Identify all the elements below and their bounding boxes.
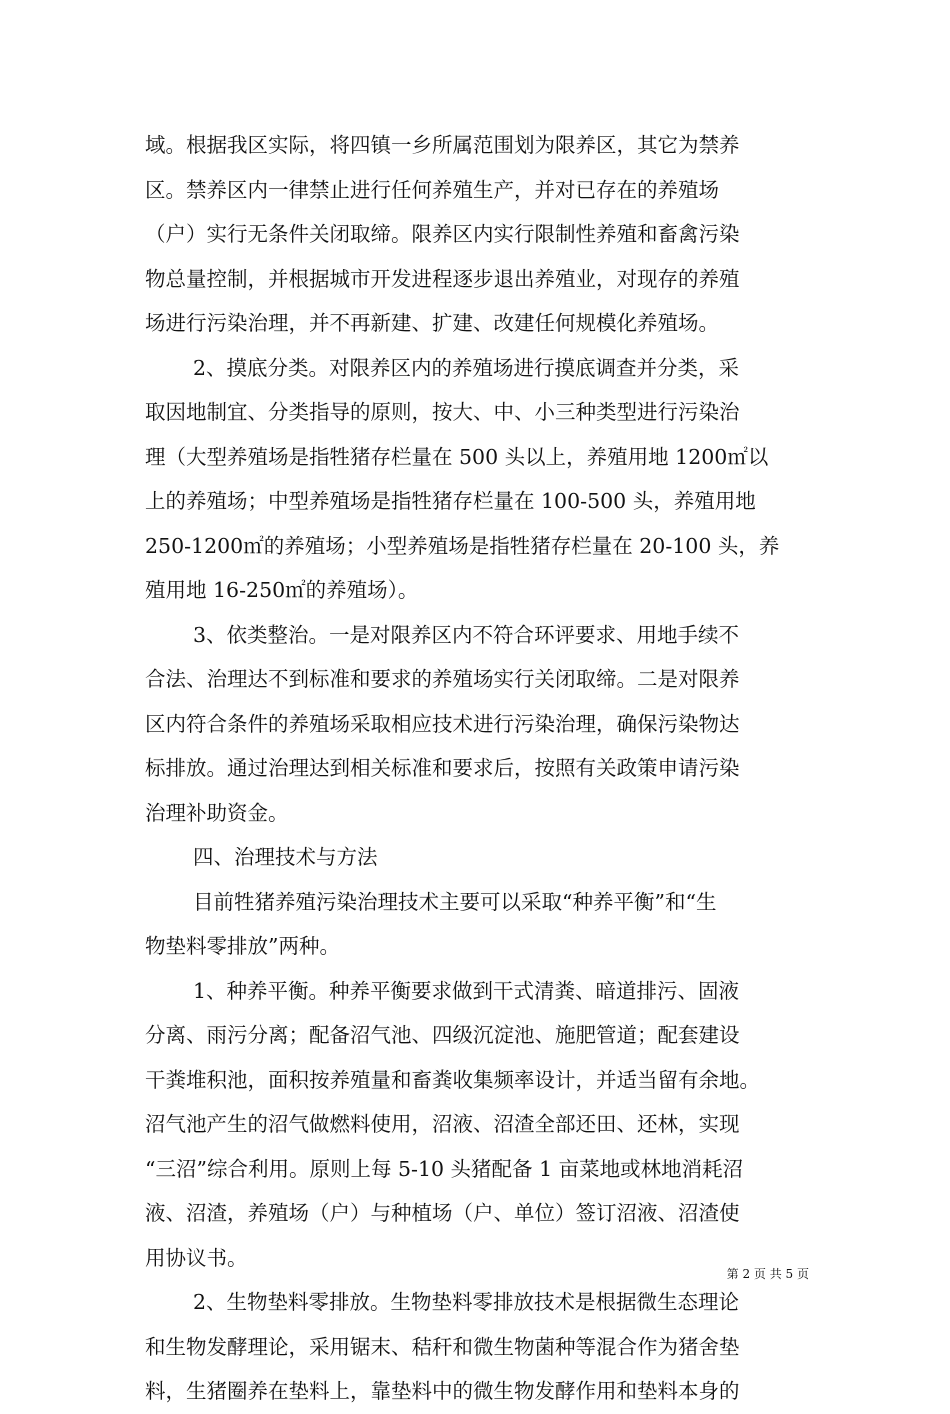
text-line: 沼气池产生的沼气做燃料使用，沼液、沼渣全部还田、还林，实现	[145, 1112, 740, 1136]
text-line: 用协议书。	[145, 1245, 248, 1270]
text-line: （户）实行无条件关闭取缔。限养区内实行限制性养殖和畜禽污染	[145, 222, 740, 246]
document-body	[145, 123, 809, 1414]
text-line: 区。禁养区内一律禁止进行任何养殖生产，并对已存在的养殖场	[145, 177, 719, 202]
text-line: 物总量控制，并根据城市开发进程逐步退出养殖业，对现存的养殖	[145, 266, 740, 291]
paragraph-start-line: 2、摸底分类。对限养区内的养殖场进行摸底调查并分类，采	[193, 355, 740, 380]
text-line: 液、沼渣，养殖场（户）与种植场（户、单位）签订沼液、沼渣使	[145, 1201, 740, 1225]
text-line: 和生物发酵理论，采用锯末、秸秆和微生物菌种等混合作为猪舍垫	[145, 1334, 740, 1359]
text-line: 取因地制宜、分类指导的原则，按大、中、小三种类型进行污染治	[145, 400, 740, 424]
section-heading: 四、治理技术与方法	[193, 845, 378, 869]
text-line: 上的养殖场；中型养殖场是指牲猪存栏量在 100-500 头，养殖用地	[145, 489, 756, 513]
text-line: 合法、治理达不到标准和要求的养殖场实行关闭取缔。二是对限养	[145, 667, 740, 691]
text-line: 殖用地 16-250㎡的养殖场）。	[145, 578, 419, 602]
paragraph-start-line: 2、生物垫料零排放。生物垫料零排放技术是根据微生态理论	[193, 1290, 740, 1314]
text-line: 理（大型养殖场是指牲猪存栏量在 500 头以上，养殖用地 1200㎡以	[145, 444, 769, 469]
text-line: 标排放。通过治理达到相关标准和要求后，按照有关政策申请污染	[145, 756, 740, 780]
text-line: 治理补助资金。	[145, 800, 289, 825]
text-line: 物垫料零排放”两种。	[145, 934, 340, 958]
page-number: 第 2 页 共 5 页	[726, 1267, 809, 1281]
text-line: 域。根据我区实际，将四镇一乡所属范围划为限养区，其它为禁养	[145, 133, 740, 157]
text-line: 干粪堆积池，面积按养殖量和畜粪收集频率设计，并适当留有余地。	[145, 1067, 760, 1092]
text-line: 场进行污染治理，并不再新建、扩建、改建任何规模化养殖场。	[145, 311, 719, 335]
text-line: “三沼”综合利用。原则上每 5-10 头猪配备 1 亩菜地或林地消耗沼	[145, 1156, 744, 1181]
paragraph-start-line: 目前牲猪养殖污染治理技术主要可以采取“种养平衡”和“生	[193, 889, 717, 914]
paragraph-start-line: 1、种养平衡。种养平衡要求做到干式清粪、暗道排污、固液	[193, 978, 740, 1003]
paragraph-start-line: 3、依类整治。一是对限养区内不符合环评要求、用地手续不	[193, 622, 740, 647]
text-line: 250-1200㎡的养殖场；小型养殖场是指牲猪存栏量在 20-100 头，养	[145, 533, 780, 558]
text-line: 区内符合条件的养殖场采取相应技术进行污染治理，确保污染物达	[145, 711, 740, 736]
text-line: 料，生猪圈养在垫料上，靠垫料中的微生物发酵作用和垫料本身的	[145, 1379, 740, 1403]
text-line: 分离、雨污分离；配备沼气池、四级沉淀池、施肥管道；配套建设	[145, 1023, 740, 1047]
